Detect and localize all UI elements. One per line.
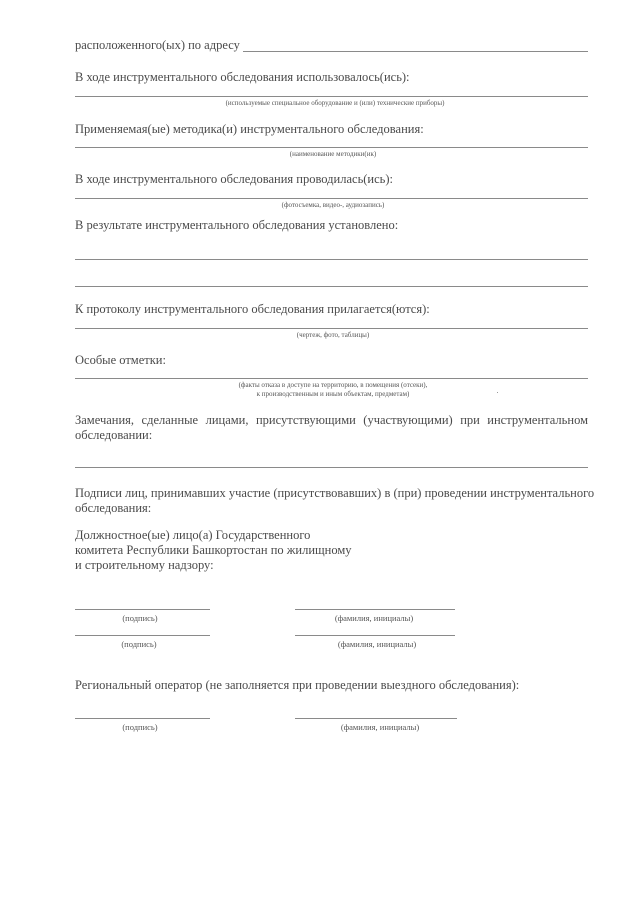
- officials-line-2: комитета Республики Башкортостан по жилищному: [75, 543, 352, 557]
- remarks-line-1: Замечания, сделанные лицами, присутствующими (участвующими) при инструментальном: [75, 413, 588, 427]
- special-notes-label: Особые отметки:: [75, 353, 166, 367]
- officials-line-1: Должностное(ые) лицо(а) Государственного: [75, 528, 311, 542]
- special-notes-caption-1: (факты отказа в доступе на территорию, в помещения (отсеки),: [238, 381, 428, 389]
- regional-operator-label: Региональный оператор (не заполняется при проведении выездного обследования):: [75, 678, 520, 692]
- remarks-field-line[interactable]: [75, 467, 588, 468]
- attachments-label: К протоколу инструментального обследования прилагается(ются):: [75, 302, 430, 316]
- scan-speck: [497, 392, 498, 393]
- attachments-caption: (чертеж, фото, таблицы): [296, 331, 370, 339]
- special-notes-caption-2: к производственным и иным объектам, предметам): [256, 390, 410, 398]
- operator-name-caption: (фамилия, инициалы): [340, 722, 420, 732]
- equipment-label: В ходе инструментального обследования использовалось(ись):: [75, 70, 410, 84]
- equipment-field-line[interactable]: [75, 96, 588, 97]
- name-caption-1: (фамилия, инициалы): [334, 613, 414, 623]
- methods-label: Применяемая(ые) методика(и) инструментального обследования:: [75, 122, 424, 136]
- recording-caption: (фотосъемка, видео-, аудиозапись): [281, 201, 385, 209]
- signature-caption-2: (подпись): [121, 639, 157, 649]
- name-line-1[interactable]: [295, 609, 455, 610]
- result-field-line-1[interactable]: [75, 259, 588, 260]
- methods-caption: (наименование методики(ик): [289, 150, 377, 158]
- name-line-2[interactable]: [295, 635, 455, 636]
- signatures-intro-line-2: обследования:: [75, 501, 152, 515]
- address-field-line[interactable]: [243, 51, 588, 52]
- equipment-caption: (используемые специальное оборудование и (или) технические приборы): [225, 99, 445, 107]
- name-caption-2: (фамилия, инициалы): [337, 639, 417, 649]
- signature-line-1[interactable]: [75, 609, 210, 610]
- signature-line-2[interactable]: [75, 635, 210, 636]
- officials-line-3: и строительному надзору:: [75, 558, 214, 572]
- result-label: В результате инструментального обследования установлено:: [75, 218, 399, 232]
- result-field-line-2[interactable]: [75, 286, 588, 287]
- remarks-line-2: обследовании:: [75, 428, 153, 442]
- address-label: расположенного(ых) по адресу: [75, 38, 240, 52]
- recording-field-line[interactable]: [75, 198, 588, 199]
- recording-label: В ходе инструментального обследования проводилась(ись):: [75, 172, 394, 186]
- methods-field-line[interactable]: [75, 147, 588, 148]
- operator-name-line[interactable]: [295, 718, 457, 719]
- operator-signature-line[interactable]: [75, 718, 210, 719]
- signature-caption-1: (подпись): [122, 613, 158, 623]
- special-notes-field-line[interactable]: [75, 378, 588, 379]
- attachments-field-line[interactable]: [75, 328, 588, 329]
- signatures-intro-line-1: Подписи лиц, принимавших участие (присутствовавших) в (при) проведении инструментального: [75, 486, 595, 500]
- operator-signature-caption: (подпись): [122, 722, 158, 732]
